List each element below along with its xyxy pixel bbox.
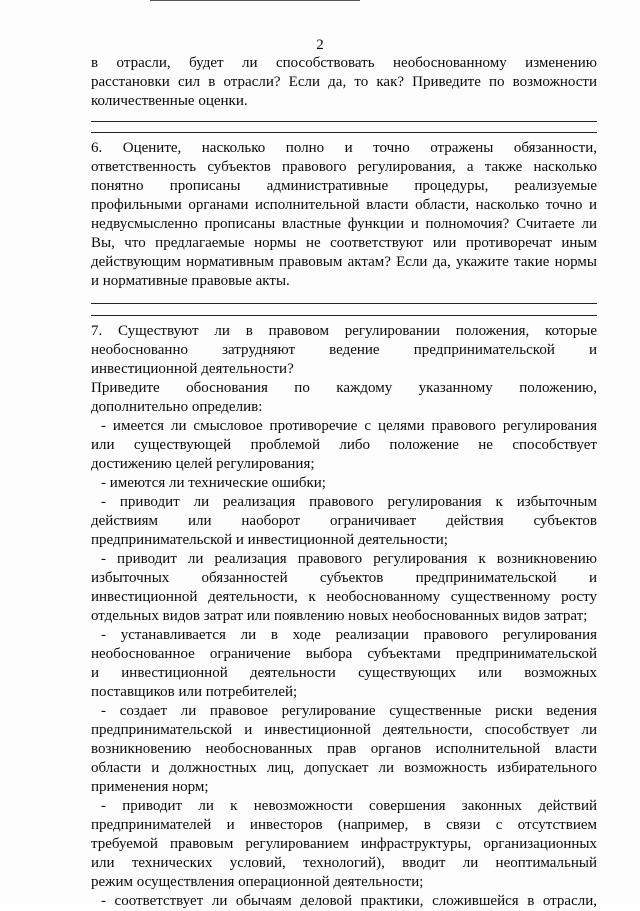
criterion-item: - приводит ли к невозможности совершения законных действий	[101, 798, 597, 814]
criterion-item-cont: избыточных обязанностей субъектов предпринимательской и	[91, 570, 597, 586]
answer-line	[91, 132, 597, 133]
answer-line	[91, 121, 597, 122]
intro-line: количественные оценки.	[91, 93, 248, 109]
criterion-item-cont: достижению целей регулирования;	[91, 456, 315, 472]
criterion-item: - устанавливается ли в ходе реализации правового регулирования	[101, 627, 597, 643]
question-6-line: и нормативные правовые акты.	[91, 273, 290, 289]
question-7-line: необоснованно затрудняют ведение предпринимательской и	[91, 342, 597, 358]
question-6-line: профильными органами исполнительной власти области, насколько точно и	[91, 197, 597, 213]
criterion-item-cont: или технических условий, технологий), вводит ли неоптимальный	[91, 855, 597, 871]
criterion-item-cont: предпринимательской и инвестиционной деятельности;	[91, 532, 448, 548]
criterion-item: - соответствует ли обычаям деловой практики, сложившейся в отрасли,	[101, 893, 597, 909]
document-body	[91, 54, 597, 911]
question-6-line: недвусмысленно прописаны властные функции и полномочия? Считаете ли	[91, 216, 597, 232]
criterion-item-cont: действиям или наоборот ограничивает действия субъектов	[91, 513, 597, 529]
instruction-line: Приведите обоснования по каждому указанному положению,	[91, 380, 597, 396]
question-6-line: действующим нормативным правовым актам? Если да, укажите такие нормы	[91, 254, 597, 270]
question-6-line: Вы, что предлагаемые нормы не соответствуют или противоречат иным	[91, 235, 597, 251]
intro-line: в отрасли, будет ли способствовать необоснованному изменению	[91, 55, 597, 71]
question-7-line: 7. Существуют ли в правовом регулировании положения, которые	[91, 323, 597, 339]
criterion-item-cont: предпринимателей и инвесторов (например, в связи с отсутствием	[91, 817, 597, 833]
instruction-line: дополнительно определив:	[91, 399, 263, 415]
criterion-item: - имеются ли технические ошибки;	[101, 475, 326, 491]
criterion-item-cont: и инвестиционной деятельности существующих или возможных	[91, 665, 597, 681]
answer-line	[91, 303, 597, 304]
criterion-item-cont: режим осуществления операционной деятельности;	[91, 874, 424, 890]
criterion-item-cont: поставщиков или потребителей;	[91, 684, 298, 700]
intro-line: расстановки сил в отрасли? Если да, то как? Приведите по возможности	[91, 74, 597, 90]
criterion-item-cont: предпринимательской и инвестиционной деятельности, способствует ли	[91, 722, 597, 738]
scan-top-rule	[150, 0, 360, 1]
question-6-line: 6. Оцените, насколько полно и точно отражены обязанности,	[91, 140, 597, 156]
criterion-item-cont: требуемой правовым регулированием инфраструктуры, организационных	[91, 836, 597, 852]
question-6-line: понятно прописаны административные процедуры, реализуемые	[91, 178, 597, 194]
criterion-item-cont: отдельных видов затрат или появлению новых необоснованных видов затрат;	[91, 608, 588, 624]
criterion-item: - имеется ли смысловое противоречие с целями правового регулирования	[101, 418, 597, 434]
criterion-item-cont: возникновению необоснованных прав органов исполнительной власти	[91, 741, 597, 757]
answer-line	[91, 315, 597, 316]
criterion-item: - приводит ли реализация правового регулирования к возникновению	[101, 551, 597, 567]
criterion-item-cont: или существующей проблемой либо положение не способствует	[91, 437, 597, 453]
page-number: 2	[316, 37, 324, 53]
question-6-line: ответственность субъектов правового регулирования, а также насколько	[91, 159, 597, 175]
criterion-item-cont: области и должностных лиц, допускает ли возможность избирательного	[91, 760, 597, 776]
criterion-item: - создает ли правовое регулирование существенные риски ведения	[101, 703, 597, 719]
question-7-line: инвестиционной деятельности?	[91, 361, 294, 377]
criterion-item-cont: инвестиционной деятельности, к необоснованному существенному росту	[91, 589, 597, 605]
criterion-item: - приводит ли реализация правового регулирования к избыточным	[101, 494, 597, 510]
criterion-item-cont: необоснованное ограничение выбора субъектами предпринимательской	[91, 646, 597, 662]
criterion-item-cont: применения норм;	[91, 779, 209, 795]
